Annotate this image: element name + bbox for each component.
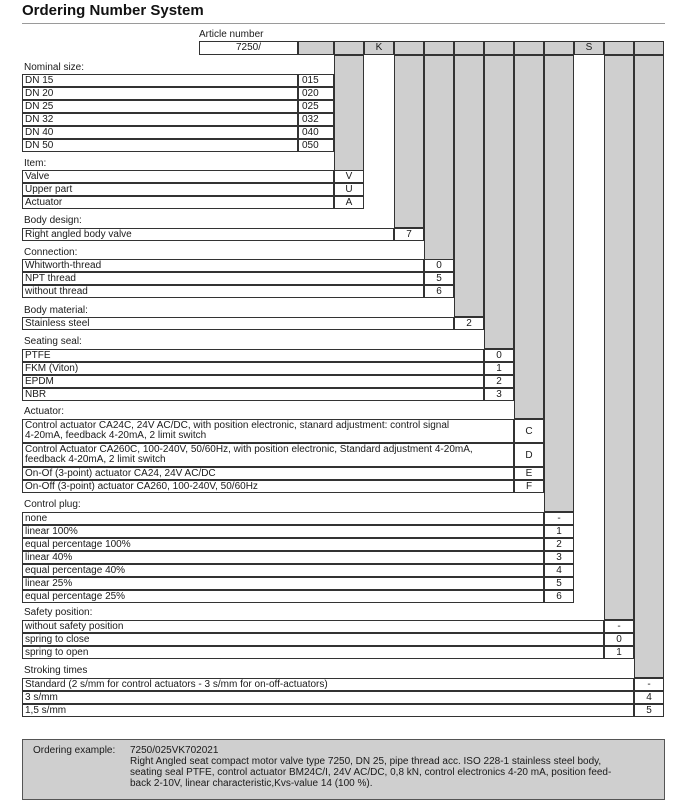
- table-row: linear 100%: [22, 525, 544, 538]
- header-slot-connection: [424, 41, 454, 55]
- table-row: Whitworth-thread: [22, 259, 424, 272]
- column-stroking-times: [634, 55, 664, 678]
- table-row: Stainless steel: [22, 317, 454, 330]
- table-row: DN 32: [22, 113, 298, 126]
- section-label-stroking-times: Stroking times: [24, 665, 88, 676]
- row-text-line: Control Actuator CA260C, 100-240V, 50/60Hz, with position electronic, Standard adjustment 4-20mA,: [25, 444, 473, 455]
- table-row: Right angled body valve: [22, 228, 394, 241]
- table-row: Upper part: [22, 183, 334, 196]
- table-row: Standard (2 s/mm for control actuators - 3 s/mm for on-off-actuators): [22, 678, 634, 691]
- article-number-label: Article number: [199, 29, 264, 40]
- section-label-safety-position: Safety position:: [24, 607, 93, 618]
- option-code: 1: [604, 646, 634, 659]
- header-slot-control-plug: [544, 41, 574, 55]
- option-code: 050: [298, 139, 334, 152]
- option-code: 7: [394, 228, 424, 241]
- header-slot-seating-seal: [484, 41, 514, 55]
- table-row: DN 20: [22, 87, 298, 100]
- option-code: 4: [634, 691, 664, 704]
- ordering-example-line: seating seal PTFE, control actuator BM24C/I, 24V AC/DC, 0,8 kN, control electronics 4-20 mA, position feed-: [130, 767, 612, 778]
- column-connection: [424, 55, 454, 260]
- section-label-connection: Connection:: [24, 247, 78, 258]
- option-code: 6: [424, 285, 454, 298]
- option-code: 020: [298, 87, 334, 100]
- table-row: DN 15: [22, 74, 298, 87]
- option-code: 0: [484, 349, 514, 362]
- option-code: 3: [544, 551, 574, 564]
- option-code: 4: [544, 564, 574, 577]
- header-slot-body-design: [394, 41, 424, 55]
- option-code: 032: [298, 113, 334, 126]
- option-code: 5: [544, 577, 574, 590]
- table-row: DN 50: [22, 139, 298, 152]
- column-item: [334, 55, 364, 173]
- table-row: Actuator: [22, 196, 334, 209]
- header-slot-body-material: [454, 41, 484, 55]
- option-code: D: [514, 443, 544, 467]
- option-code: 2: [484, 375, 514, 388]
- table-row: equal percentage 100%: [22, 538, 544, 551]
- section-label-seating-seal: Seating seal:: [24, 336, 82, 347]
- table-row: On-Of (3-point) actuator CA24, 24V AC/DC: [22, 467, 514, 480]
- ordering-example-text: [130, 745, 660, 789]
- option-code: 2: [454, 317, 484, 330]
- table-row: EPDM: [22, 375, 484, 388]
- header-slot-nominal: [298, 41, 334, 55]
- table-row: DN 25: [22, 100, 298, 113]
- option-code: 015: [298, 74, 334, 87]
- option-code: E: [514, 467, 544, 480]
- option-code: 2: [544, 538, 574, 551]
- section-label-nominal: Nominal size:: [24, 62, 85, 73]
- option-code: -: [634, 678, 664, 691]
- option-code: 025: [298, 100, 334, 113]
- table-row: [22, 443, 514, 467]
- title-divider: [22, 23, 665, 24]
- option-code: -: [604, 620, 634, 633]
- option-code: U: [334, 183, 364, 196]
- ordering-example-line: Right Angled seat compact motor valve type 7250, DN 25, pipe thread acc. ISO 228-1 stainless steel body,: [130, 756, 602, 767]
- ordering-example-code: 7250/025VK702021: [130, 745, 219, 756]
- table-row: PTFE: [22, 349, 484, 362]
- header-slot-stroking: [634, 41, 664, 55]
- option-code: -: [544, 512, 574, 525]
- table-row: On-Off (3-point) actuator CA260, 100-240V, 50/60Hz: [22, 480, 514, 493]
- table-row: Valve: [22, 170, 334, 183]
- option-code: C: [514, 419, 544, 443]
- table-row: none: [22, 512, 544, 525]
- option-code: 6: [544, 590, 574, 603]
- ordering-example-box: [22, 739, 665, 800]
- table-row: DN 40: [22, 126, 298, 139]
- header-slot-actuator: [514, 41, 544, 55]
- column-safety-position: [604, 55, 634, 620]
- column-actuator: [514, 55, 544, 419]
- table-row: 1,5 s/mm: [22, 704, 634, 717]
- table-row: [22, 419, 514, 443]
- header-slot-safety: [604, 41, 634, 55]
- option-code: 5: [424, 272, 454, 285]
- ordering-example-label: Ordering example:: [33, 745, 116, 756]
- table-row: without thread: [22, 285, 424, 298]
- option-code: 0: [604, 633, 634, 646]
- header-s-cell: S: [574, 41, 604, 55]
- table-row: FKM (Viton): [22, 362, 484, 375]
- row-text-line: 4-20mA, feedback 4-20mA, 2 limit switch: [25, 430, 207, 441]
- option-code: F: [514, 480, 544, 493]
- ordering-example-line: back 2-10V, linear characteristic,Kvs-value 14 (100 %).: [130, 778, 373, 789]
- table-row: equal percentage 40%: [22, 564, 544, 577]
- section-label-actuator: Actuator:: [24, 406, 65, 417]
- option-code: 5: [634, 704, 664, 717]
- column-seating-seal: [484, 55, 514, 349]
- section-label-control-plug: Control plug:: [24, 499, 81, 510]
- table-row: spring to close: [22, 633, 604, 646]
- table-row: NPT thread: [22, 272, 424, 285]
- option-code: 3: [484, 388, 514, 401]
- row-text-line: Control actuator CA24C, 24V AC/DC, with position electronic, stanard adjustment: control signal: [25, 420, 450, 431]
- column-body-design: [394, 55, 424, 228]
- column-control-plug: [544, 55, 574, 512]
- option-code: V: [334, 170, 364, 183]
- option-code: 1: [484, 362, 514, 375]
- header-slot-item: [334, 41, 364, 55]
- table-row: 3 s/mm: [22, 691, 634, 704]
- page-title: Ordering Number System: [22, 2, 204, 19]
- section-label-body-design: Body design:: [24, 215, 82, 226]
- header-k-cell: K: [364, 41, 394, 55]
- column-body-material: [454, 55, 484, 317]
- table-row: linear 40%: [22, 551, 544, 564]
- row-text-line: feedback 4-20mA, 2 limit switch: [25, 454, 166, 465]
- table-row: without safety position: [22, 620, 604, 633]
- table-row: equal percentage 25%: [22, 590, 544, 603]
- section-label-item: Item:: [24, 158, 47, 169]
- section-label-body-material: Body material:: [24, 305, 88, 316]
- option-code: 1: [544, 525, 574, 538]
- table-row: spring to open: [22, 646, 604, 659]
- article-value-cell: 7250/: [199, 41, 298, 55]
- table-row: linear 25%: [22, 577, 544, 590]
- option-code: 040: [298, 126, 334, 139]
- option-code: A: [334, 196, 364, 209]
- table-row: NBR: [22, 388, 484, 401]
- option-code: 0: [424, 259, 454, 272]
